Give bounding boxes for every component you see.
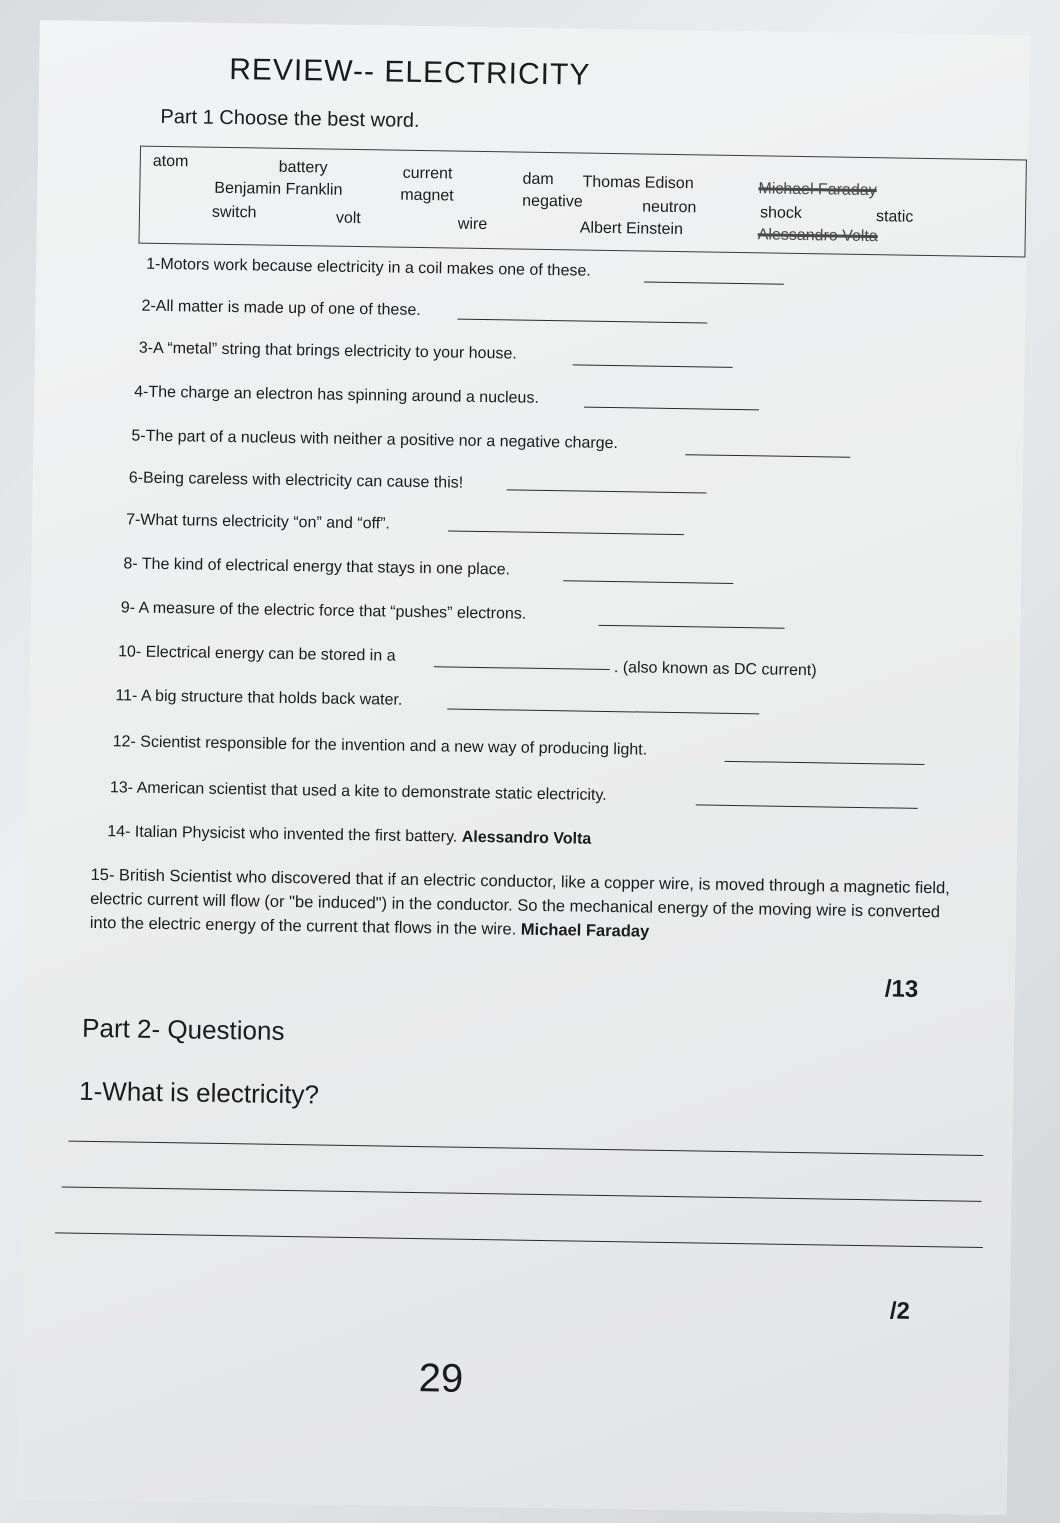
question-10: 10- Electrical energy can be stored in a — [117, 643, 396, 665]
word-bank-item: current — [402, 164, 453, 183]
word-bank-item: volt — [335, 209, 361, 228]
question-15-answer: Michael Faraday — [520, 920, 650, 941]
answer-blank-7[interactable] — [448, 530, 684, 535]
word-bank — [139, 146, 1027, 258]
answer-blank-9[interactable] — [599, 625, 785, 629]
page-number: 29 — [418, 1356, 464, 1401]
answer-line-2[interactable] — [62, 1186, 982, 1201]
question-3: 3-A “metal” string that brings electricity to your house. — [138, 339, 517, 363]
part1-score: /13 — [884, 975, 919, 1003]
worksheet-page — [17, 20, 1030, 1515]
question-15 — [90, 863, 971, 949]
word-bank-item: Albert Einstein — [579, 219, 684, 239]
question-11: 11- A big structure that holds back water. — [115, 687, 403, 709]
part1-heading: Part 1 Choose the best word. — [160, 105, 420, 132]
word-bank-item-crossed: Michael Faraday — [758, 180, 877, 200]
question-14-text: 14- Italian Physicist who invented the first battery. — [107, 823, 458, 846]
page-title: REVIEW-- ELECTRICITY — [228, 52, 591, 92]
answer-line-1[interactable] — [68, 1141, 983, 1156]
word-bank-item: atom — [152, 152, 189, 171]
question-5: 5-The part of a nucleus with neither a positive nor a negative charge. — [131, 427, 619, 453]
answer-blank-11[interactable] — [447, 708, 759, 714]
question-12: 12- Scientist responsible for the invention and a new way of producing light. — [112, 733, 648, 759]
word-bank-item: neutron — [642, 198, 697, 217]
question-8: 8- The kind of electrical energy that stays in one place. — [123, 555, 511, 579]
answer-blank-3[interactable] — [573, 364, 733, 368]
answer-blank-10[interactable] — [434, 666, 610, 670]
word-bank-item: wire — [457, 215, 488, 234]
part2-heading: Part 2- Questions — [81, 1012, 285, 1046]
word-bank-item: Thomas Edison — [582, 173, 694, 193]
question-1: 1-Motors work because electricity in a coil makes one of these. — [146, 255, 591, 280]
answer-blank-4[interactable] — [584, 407, 759, 411]
word-bank-item: Benjamin Franklin — [214, 179, 343, 199]
question-9: 9- A measure of the electric force that “pushes” electrons. — [120, 599, 527, 623]
part2-score: /2 — [889, 1297, 911, 1325]
question-15-text: 15- British Scientist who discovered that if an electric conductor, like a copper wire, is moved through a magnetic field, electric current will flow (or "be induced") in the conductor. So the mechanical energy of the moving wire is converted into the electric energy of the current that flows in the wire. — [89, 865, 950, 939]
answer-blank-8[interactable] — [563, 580, 733, 584]
question-7: 7-What turns electricity “on” and “off”. — [126, 511, 391, 533]
question-6: 6-Being careless with electricity can cause this! — [128, 469, 464, 492]
word-bank-item: negative — [522, 192, 583, 211]
answer-line-3[interactable] — [55, 1232, 983, 1248]
question-14 — [107, 823, 591, 849]
word-bank-item: static — [875, 208, 914, 226]
answer-blank-6[interactable] — [507, 489, 707, 493]
word-bank-item-crossed: Alessandro Volta — [757, 226, 878, 246]
answer-blank-12[interactable] — [724, 761, 924, 765]
word-bank-item: magnet — [400, 186, 454, 205]
question-2: 2-All matter is made up of one of these. — [141, 297, 421, 320]
question-13: 13- American scientist that used a kite to demonstrate static electricity. — [109, 779, 607, 804]
question-4: 4-The charge an electron has spinning around a nucleus. — [134, 383, 539, 407]
part2-question-1: 1-What is electricity? — [78, 1075, 320, 1110]
word-bank-item: shock — [759, 204, 802, 222]
word-bank-item: switch — [211, 203, 257, 222]
question-10-suffix: . (also known as DC current) — [613, 659, 817, 680]
word-bank-item: battery — [278, 158, 328, 177]
answer-blank-13[interactable] — [696, 804, 918, 808]
answer-blank-2[interactable] — [457, 319, 707, 324]
question-14-answer: Alessandro Volta — [461, 828, 592, 848]
answer-blank-5[interactable] — [685, 454, 850, 458]
word-bank-item: dam — [522, 170, 554, 189]
answer-blank-1[interactable] — [644, 282, 784, 285]
